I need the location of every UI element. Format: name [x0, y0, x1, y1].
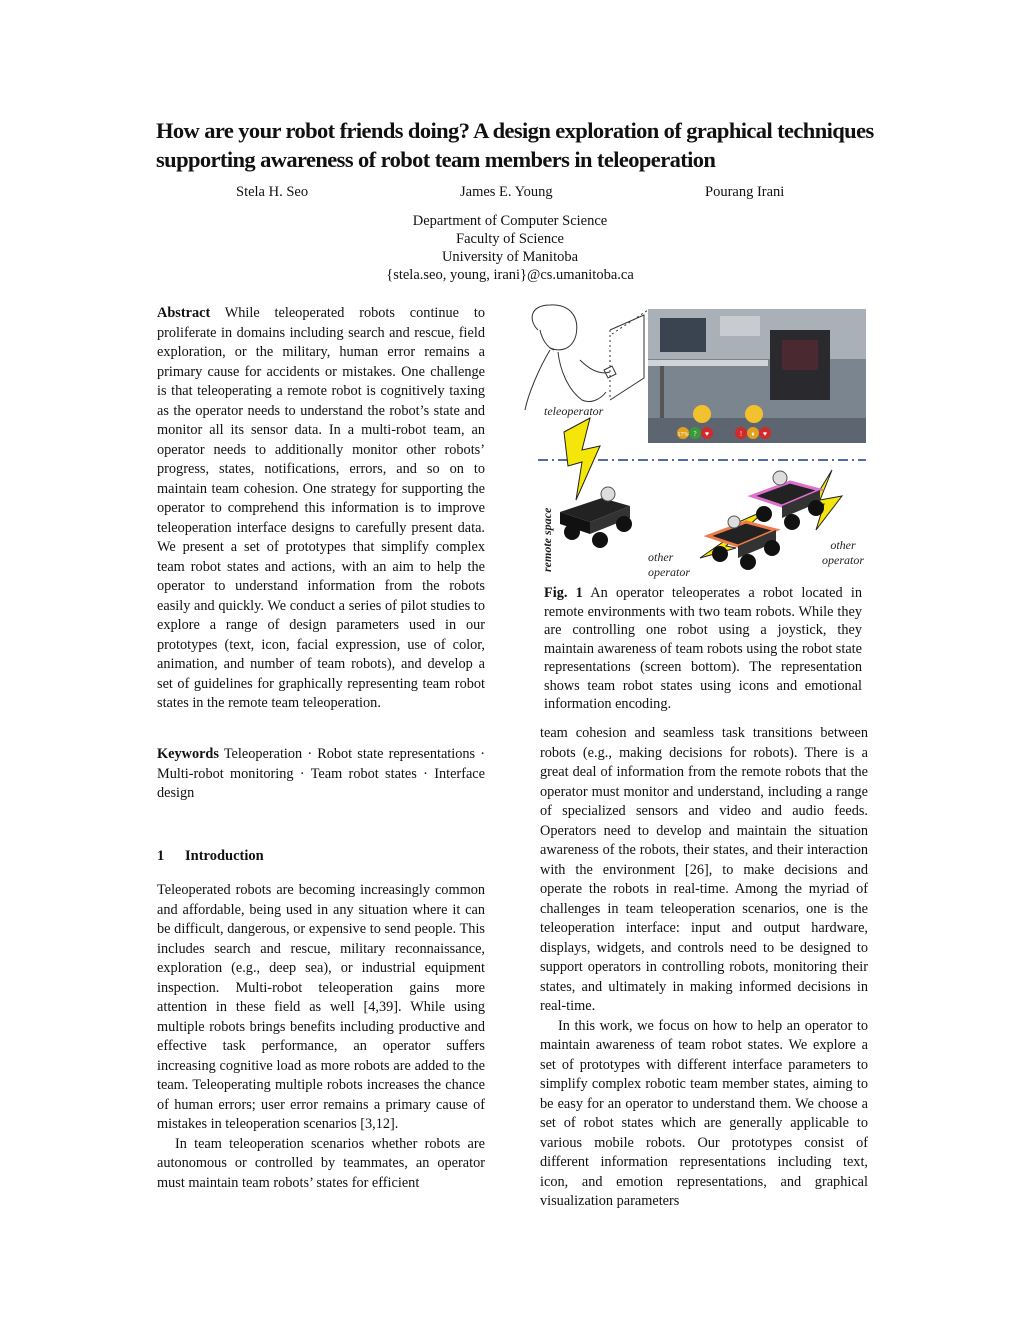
author-name: James E. Young — [460, 184, 553, 200]
robot-main — [560, 487, 632, 548]
affiliation-line: Department of Computer Science — [412, 213, 608, 229]
label-remote-space: remote space — [540, 507, 554, 572]
affiliation-block — [300, 212, 720, 284]
section-heading — [157, 848, 264, 865]
paragraph: team cohesion and seamless task transitions between robots (e.g., making decisions for robots). There is a great deal of information from the remote robots that the operator must monitor and understand, including a range of specialized sensors and video and audio feeds. Operators need to develop and maintain the situation awareness of the robots, their states, and their interaction with the environment [26], to make decisions and operate the robots in real-time. Among the myriad of challenges in team teleoperation scenarios, one is the teleoperation interface: input and output hardware, displays, widgets, and controls need to be designed to support operators in controlling robots, monitoring their states, and ultimately in making informed decisions in real-time. — [540, 725, 868, 1014]
affiliation-line: University of Manitoba — [441, 249, 579, 265]
badge-text: ? — [693, 430, 697, 438]
paragraph: In team teleoperation scenarios whether robots are autonomous or controlled by teammates, an operator must maintain team robots’ states for efficient — [157, 1135, 485, 1191]
label-other-operator: other operator — [648, 550, 690, 579]
author-name: Pourang Irani — [705, 184, 785, 200]
section-title: Introduction — [185, 848, 264, 864]
camera-view-photo — [648, 309, 866, 443]
label-other-operator: other operator — [822, 538, 864, 567]
figure-1 — [520, 300, 870, 585]
figure-caption — [544, 584, 862, 714]
robot-orange — [708, 516, 780, 570]
badge-text: ⏸ — [751, 430, 755, 438]
abstract-label: Abstract — [157, 305, 211, 321]
intro-right-column — [540, 724, 868, 1212]
badge-text: ! — [739, 430, 743, 438]
affiliation-line: Faculty of Science — [456, 231, 564, 247]
keywords-text: Teleoperation · Robot state representations · Multi-robot monitoring · Team robot states · Interface design — [157, 746, 485, 801]
abstract — [157, 304, 485, 714]
keywords — [157, 745, 485, 804]
badge-text: 17% — [677, 432, 689, 438]
teleoperator-sketch — [525, 305, 648, 410]
affiliation-email: {stela.seo, young, irani}@cs.umanitoba.ca — [386, 267, 634, 283]
lightning-bolt-icon — [564, 418, 600, 500]
badge-text: ♥ — [704, 430, 710, 438]
paragraph: In this work, we focus on how to help an operator to maintain awareness of team robot states. We explore a set of prototypes with different interface parameters to simplify complex robotic team member states, aiming to be easy for an operator to understand them. We choose a set of robot states which are generally applicable to various mobile robots. Our prototypes consist of different information representations including text, icon, and emotion representations, and graphical visualization parameters — [540, 1017, 868, 1209]
paper-title: How are your robot friends doing? A design exploration of graphical techniques supporting awareness of robot team members in teleoperation — [156, 118, 874, 172]
keywords-label: Keywords — [157, 746, 219, 762]
robot-pink — [752, 471, 824, 530]
section-number: 1 — [157, 848, 165, 864]
paragraph: Teleoperated robots are becoming increasingly common and affordable, being used in any situation where it can be difficult, dangerous, or expensive to send people. This includes search and rescue, military reconnaissance, exploration (e.g., deep sea), or industrial equipment inspection. Multi-robot teleoperation gains more attention in these field as well [4,39]. While using multiple robots brings benefits including productive and effective task performance, an operator suffers increasing cognitive load as more robots are added to the team. Teleoperating multiple robots increases the chance of human errors; user error remains a primary cause of mistakes in teleoperation scenarios [3,12]. — [157, 882, 485, 1132]
abstract-text: While teleoperated robots continue to proliferate in domains including search and rescue, field exploration, or the military, human error remains a primary cause for accidents or mistakes. One challenge is that teleoperating a remote robot is cognitively taxing as the operator needs to understand the robot’s state and monitor all its sensor data. In a multi-robot team, an operator needs to additionally monitor other robots’ progress, states, notifications, errors, and so on to maintain team cohesion. One strategy for supporting the operator to comprehend this information is to improve teleoperation interface designs to carefully present data. We present a set of prototypes that simplify complex team robot states and actions, with an aim to help the operator to understand information from the robots easily and quickly. We conduct a series of pilot studies to explore a range of design parameters used in our prototypes (text, icon, facial expression, use of color, animation, and number of team robots), and develop a set of guidelines for graphically representing team robot states in the remote team teleoperation. — [157, 305, 485, 711]
figure-caption-text: An operator teleoperates a robot located in remote environments with two team robots. While they are controlling one robot using a joystick, they maintain awareness of team robots using the robot state representations (screen bottom). The representation shows team robot states using icons and emotional information encoding. — [544, 585, 862, 712]
intro-left-column — [157, 881, 485, 1193]
badge-text: ♥ — [762, 430, 768, 438]
author-name: Stela H. Seo — [236, 184, 309, 200]
figure-label: Fig. 1 — [544, 585, 583, 601]
label-teleoperator: teleoperator — [544, 404, 604, 418]
